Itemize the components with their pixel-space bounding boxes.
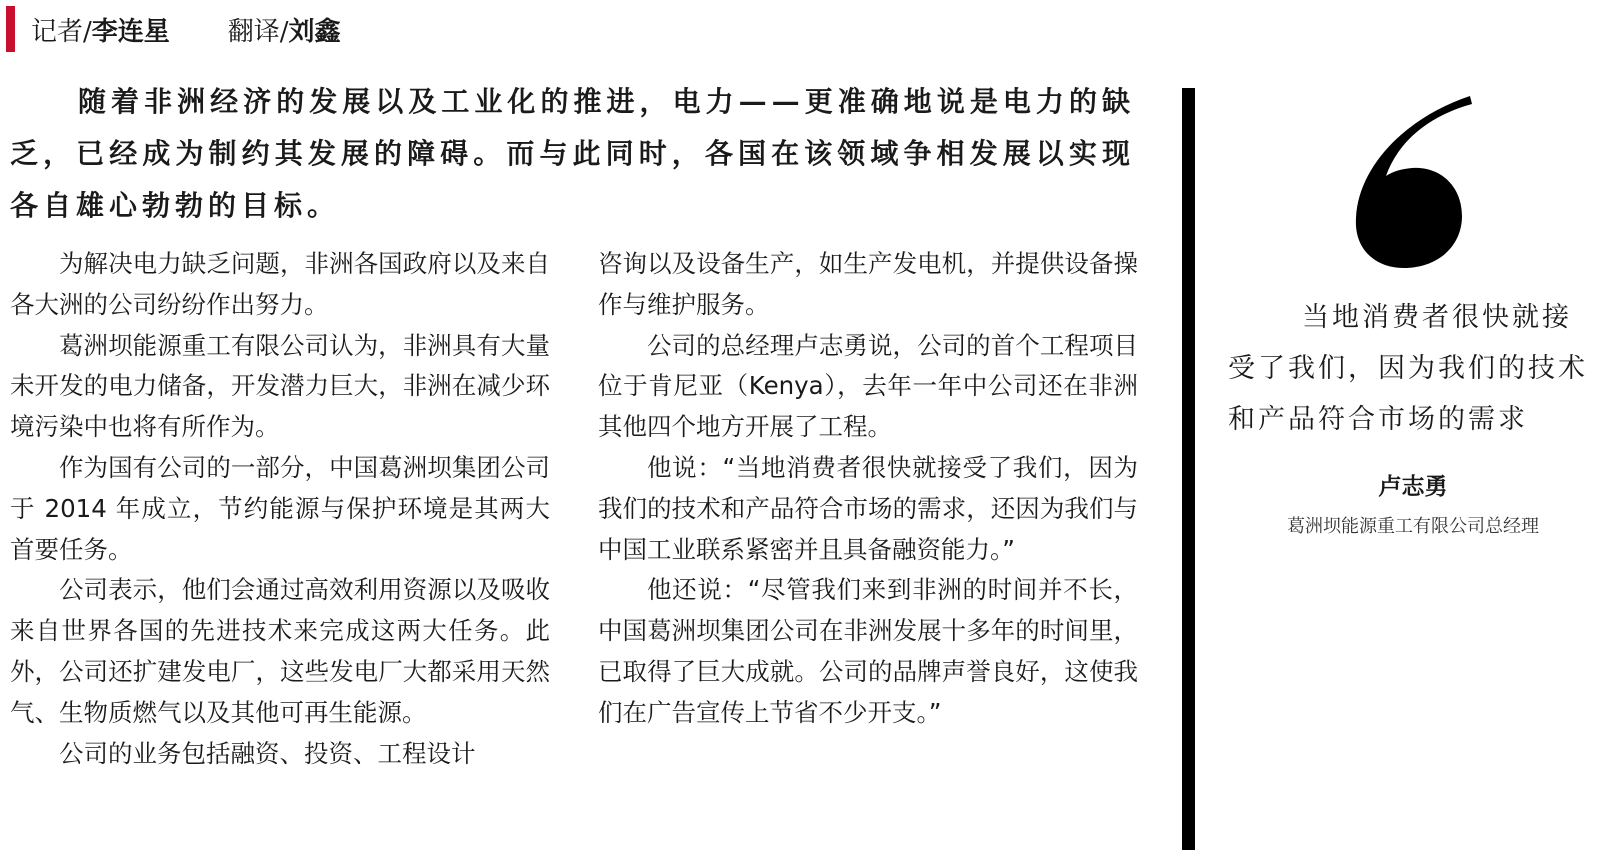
byline (6, 6, 341, 52)
pullquote-text: 当地消费者很快就接受了我们，因为我们的技术和产品符合市场的需求 (1228, 302, 1588, 435)
paragraph: 公司的总经理卢志勇说，公司的首个工程项目位于肯尼亚（Kenya），去年一年中公司还在非洲其他四个地方开展了工程。 (598, 330, 1138, 442)
lead-paragraph: 随着非洲经济的发展以及工业化的推进，电力——更准确地说是电力的缺乏，已经成为制约其发展的障碍。而与此同时，各国在该领域争相发展以实现各自雄心勃勃的目标。 (10, 85, 1135, 222)
pullquote-name: 卢志勇 (1378, 474, 1448, 500)
reporter-name: 李连星 (91, 16, 170, 47)
paragraph: 他说：“当地消费者很快就接受了我们，因为我们的技术和产品符合市场的需求，还因为我们与中国工业联系紧密并且具备融资能力。” (598, 452, 1138, 564)
paragraph: 为解决电力缺乏问题，非洲各国政府以及来自各大洲的公司纷纷作出努力。 (10, 249, 550, 319)
article-column-2 (598, 244, 1138, 734)
paragraph: 公司的业务包括融资、投资、工程设计 (59, 738, 476, 768)
paragraph: 作为国有公司的一部分，中国葛洲坝集团公司于 2014 年成立，节约能源与保护环境是其两大首要任务。 (10, 452, 550, 564)
paragraph: 葛洲坝能源重工有限公司认为，非洲具有大量未开发的电力储备，开发潜力巨大，非洲在减少环境污染中也将有所作为。 (10, 330, 550, 442)
reporter-label: 记者/ (31, 16, 92, 47)
paragraph: 他还说：“尽管我们来到非洲的时间并不长，中国葛洲坝集团公司在非洲发展十多年的时间里，已取得了巨大成就。公司的品牌声誉良好，这使我们在广告宣传上节省不少开支。” (598, 575, 1138, 727)
paragraph: 咨询以及设备生产，如生产发电机，并提供设备操作与维护服务。 (598, 249, 1138, 319)
paragraph: 公司表示，他们会通过高效利用资源以及吸收来自世界各国的先进技术来完成这两大任务。此外，公司还扩建发电厂，这些发电厂大都采用天然气、生物质燃气以及其他可再生能源。 (10, 575, 550, 727)
translator-name: 刘鑫 (288, 16, 341, 47)
article-column-1 (10, 244, 550, 774)
pullquote-rule (1182, 88, 1195, 850)
quote-mark-icon (1342, 90, 1482, 270)
pullquote-title: 葛洲坝能源重工有限公司总经理 (1287, 516, 1539, 537)
translator-label: 翻译/ (227, 16, 289, 47)
